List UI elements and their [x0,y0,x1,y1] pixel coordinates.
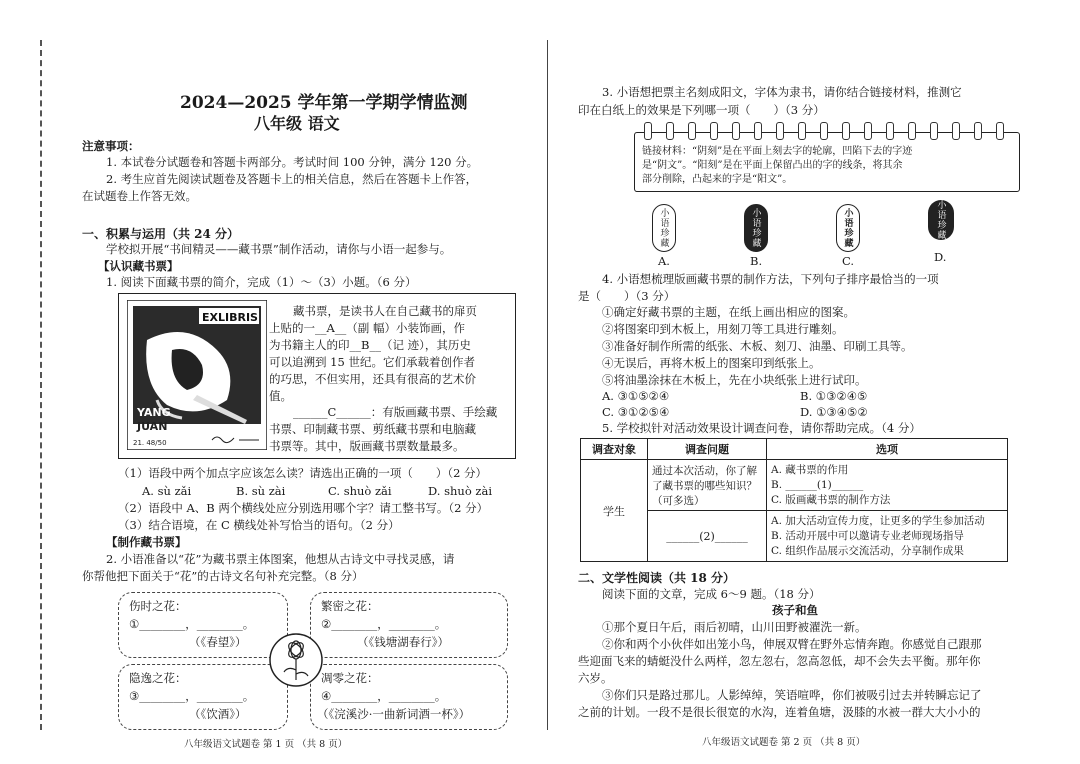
row1-option-a: A. 藏书票的作用 [771,463,849,476]
exlibris-text: EXLIBRIS [202,311,258,324]
poem-1-source: （《春望》） [189,635,247,649]
passage-line-6: 值。 [269,389,292,403]
link-material-line-1: 链接材料：“阴刻”是在平面上刻去字的轮廓，凹陷下去的字迹 [642,146,913,157]
exam-subtitle: 八年级 语文 [254,114,340,133]
question-3-line-2: 印在白纸上的效果是下列哪一项（ ）（3 分） [578,103,825,117]
sub1-option-b: B. sù zài [236,484,286,498]
table-header-question: 调查问题 [648,439,767,460]
question-4-line-1: 4. 小语想梳理版画藏书票的制作方法，下列句子排序最恰当的一项 [602,272,939,286]
plate-name-1: YANG [137,406,171,419]
passage-line-7: ______C______：有版画藏书票、手绘藏 [293,405,498,419]
poem-box-3 [118,664,288,730]
poem-2-blank: ②________，________。 [321,617,447,631]
poem-4-source: （《浣溪沙·一曲新词酒一杯》） [317,707,471,721]
passage-line-5: 的巧思，不但实用，还具有很高的艺术价 [269,372,476,386]
row2-option-a: A. 加大活动宣传力度，让更多的学生参加活动 [771,514,985,527]
article-para-2b: 些迎面飞来的蜻蜓没什么两样，忽左忽右，忽高忽低，却不会失去平衡。那年你 [578,654,981,668]
q4-option-b: B. ①③②④⑤ [800,389,868,403]
left-page-footer: 八年级语文试题卷 第 1 页 （共 8 页） [184,739,348,750]
subquestion-2: （2）语段中 A、B 两个横线处应分别选用哪个字？请工整书写。（2 分） [118,501,489,515]
poem-3-source: （《饮酒》） [189,707,247,721]
section-2-heading: 二、文学性阅读（共 18 分） [578,571,736,585]
question-3-line-1: 3. 小语想把票主名刻成阳文，字体为隶书，请你结合链接材料，推测它 [602,85,962,99]
poem-1-head: 伤时之花： [129,599,187,613]
table-cell-subject: 学生 [581,460,648,562]
seal-label-d: D. [934,250,947,264]
bookplate-intro-box [118,293,516,459]
plate-name-2: JUAN [137,420,168,433]
article-title: 孩子和鱼 [772,603,818,617]
reading-intro: 阅读下面的文章，完成 6～9 题。（18 分） [602,587,821,601]
seal-label-a: A. [658,254,670,268]
notice-item-1: 1. 本试卷分试题卷和答题卡两部分。考试时间 100 分钟，满分 120 分。 [106,155,479,169]
question-2-line-2: 你帮他把下面关于“花”的古诗文名句补充完整。（8 分） [82,569,364,583]
question-2-line-1: 2. 小语准备以“花”为藏书票主体图案，他想从古诗文中寻找灵感，请 [106,552,455,566]
activity-intro: 学校拟开展“书间精灵——藏书票”制作活动，请你与小语一起参与。 [106,242,452,256]
right-page-footer: 八年级语文试题卷 第 2 页 （共 8 页） [702,737,866,748]
seal-label-c: C. [842,254,855,268]
bookplate-image [127,300,267,450]
article-para-2a: ②你和两个小伙伴如出笼小鸟，伸展双臂在野外忘情奔跑。你感觉自己跟那 [602,637,982,651]
poem-1-blank: ①________，________。 [129,617,255,631]
q4-option-a: A. ③①⑤②④ [602,389,670,403]
step-3: ③准备好制作所需的纸张、木板、刻刀、油墨、印刷工具等。 [602,339,913,353]
poem-3-blank: ③________，________。 [129,689,255,703]
tag-make-bookplate: 【制作藏书票】 [106,535,187,549]
plate-signature: 21. 48/50 [133,439,167,447]
article-para-1: ①那个夏日午后，雨后初晴，山川田野被濯洗一新。 [602,620,867,634]
table-header-subject: 调查对象 [581,439,648,460]
poem-4-head: 凋零之花： [321,671,379,685]
link-material-line-2: 是“阴文”。“阳刻”是在平面上保留凸出的字的线条，将其余 [642,160,903,171]
passage-line-4: 可以追溯到 15 世纪。它们承载着创作者 [269,355,475,369]
poem-box-1 [118,592,288,658]
table-cell-options-2 [767,511,1008,562]
seal-option-b: 小语珍藏 [744,204,768,252]
poem-2-source: （《钱塘湖春行》） [357,635,449,649]
exam-title: 2024—2025 学年第一学期学情监测 [180,93,468,113]
passage-line-8: 书票、印制藏书票、剪纸藏书票和电脑藏 [269,422,476,436]
link-material-line-3: 部分削除，凸起来的字是“阳文”。 [642,174,793,185]
article-para-3b: 之前的计划。一段不是很长很宽的水沟，连着鱼塘，汲膝的水被一群大大小小的 [578,705,981,719]
row2-option-c: C. 组织作品展示交流活动，分享制作成果 [771,544,964,557]
table-cell-options-1 [767,460,1008,511]
step-4: ④无误后，再将木板上的图案印到纸张上。 [602,356,821,370]
table-cell-question-1: 通过本次活动，你了解了藏书票的哪些知识？（可多选） [648,460,767,511]
sub1-option-a: A. sù zǎi [142,484,192,498]
table-cell-question-2: ______(2)______ [648,511,767,562]
page-divider [547,40,548,730]
poem-box-2 [310,592,508,658]
sub1-option-c: C. shuò zǎi [328,484,392,498]
step-1: ①确定好藏书票的主题，在纸上画出相应的图案。 [602,305,855,319]
notice-heading: 注意事项： [82,139,140,153]
question-5: 5. 学校拟针对活动效果设计调查问卷，请你帮助完成。（4 分） [602,421,921,435]
section-1-heading: 一、积累与运用（共 24 分） [82,227,240,241]
tag-know-bookplate: 【认识藏书票】 [98,259,179,273]
step-5: ⑤将油墨涂抹在木板上，先在小块纸张上进行试印。 [602,373,867,387]
question-4-line-2: 是（ ）（3 分） [578,289,676,303]
survey-table [580,438,1008,562]
passage-line-3: 为书籍主人的印__B__（记 迹），其历史 [269,338,471,352]
right-page [550,0,1080,764]
poem-4-blank: ④________，________。 [321,689,447,703]
link-material-notebook [634,122,1020,192]
q4-option-c: C. ③①②⑤④ [602,405,670,419]
passage-line-1: 藏书票，是读书人在自己藏书的扉页 [293,304,477,318]
q4-option-d: D. ①③④⑤② [800,405,868,419]
table-header-options: 选项 [767,439,1008,460]
question-1: 1. 阅读下面藏书票的简介，完成（1）～（3）小题。（6 分） [106,275,417,289]
row1-option-b: B. ______(1)______ [771,478,864,491]
poem-3-head: 隐逸之花： [129,671,187,685]
seal-label-b: B. [750,254,763,268]
row1-option-c: C. 版画藏书票的制作方法 [771,493,891,506]
row2-option-b: B. 活动开展中可以邀请专业老师现场指导 [771,529,964,542]
seal-option-c: 小语珍藏 [836,204,860,252]
passage-line-2: 上贴的一__A__（副 幅）小装饰画，作 [269,321,465,335]
subquestion-3: （3）结合语境，在 C 横线处补写恰当的语句。（2 分） [118,518,400,532]
seal-option-d: 小语珍藏 [928,200,954,240]
article-para-3a: ③你们只是路过那儿。人影绰绰，笑语喧哗，你们被吸引过去并转瞬忘记了 [602,688,982,702]
notice-item-2b: 在试题卷上作答无效。 [82,189,197,203]
article-para-2c: 六岁。 [578,671,613,685]
passage-line-9: 书票等。其中，版画藏书票数量最多。 [269,439,465,453]
notice-item-2a: 2. 考生应首先阅读试题卷及答题卡上的相关信息，然后在答题卡上作答， [106,172,478,186]
subquestion-1: （1）语段中两个加点字应该怎么读？请选出正确的一项（ ）（2 分） [118,466,488,480]
step-2: ②将图案印到木板上，用刻刀等工具进行雕刻。 [602,322,844,336]
sub1-option-d: D. shuò zài [428,484,493,498]
seal-option-a: 小语珍藏 [652,204,676,252]
flower-icon [268,632,324,688]
poem-2-head: 繁密之花： [321,599,379,613]
poem-box-4 [310,664,508,730]
